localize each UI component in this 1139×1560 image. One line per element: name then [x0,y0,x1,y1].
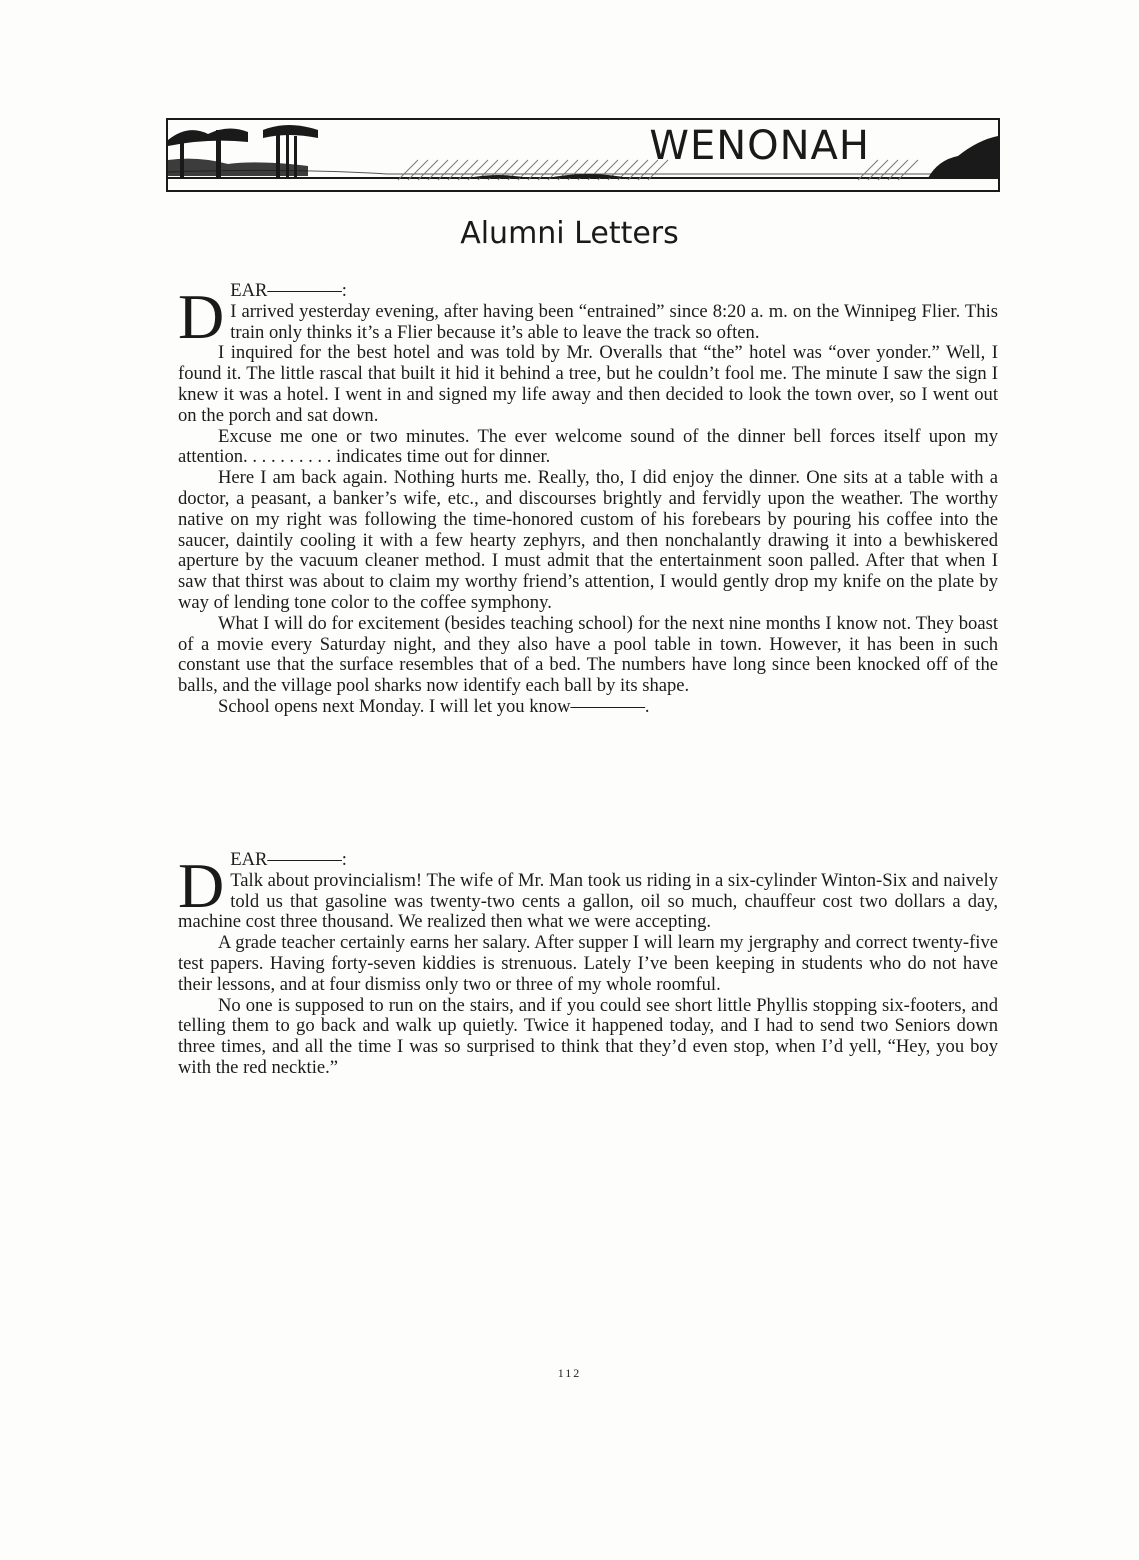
paragraph: School opens next Monday. I will let you know————. [218,695,650,717]
salutation: EAR————: [230,849,347,870]
paragraph: Here I am back again. Nothing hurts me. Really, tho, I did enjoy the dinner. One sits at a table with a doctor, a peasant, a banker’s wife, etc., and discourses brightly and fervidly upon the weather. The worthy native on my right was following the time-honored custom of his forebears by pouring his coffee into the saucer, daintily cooling it with a few hearty zephyrs, and then nonchalantly drawing it into a bewhiskered aperture by the vacuum cleaner method. I must admit that the entertainment soon palled. After that when I saw that thirst was about to claim my worthy friend’s attention, I would gently drop my knife on the plate by way of lending tone color to the coffee symphony. [178,467,998,613]
header-banner [166,118,1000,192]
landscape-illustration [168,120,998,190]
paragraph: I inquired for the best hotel and was told by Mr. Overalls that “the” hotel was “over yonder.” Well, I found it. The little rascal that built it hid it behind a tree, but he couldn’t fool me. The minute I saw the sign I knew it was a hotel. I went in and signed my life away and then decided to look the town over, so I went out on the porch and sat down. [178,342,998,426]
drop-cap: D [178,850,225,921]
paragraph: What I will do for excitement (besides teaching school) for the next nine months I know not. They boast of a movie every Saturday night, and they also have a pool table in town. However, it has been in such constant use that the surface resembles that of a bed. The numbers have long since been knocked off of the balls, and the village pool sharks now identify each ball by its shape. [178,612,998,697]
page-title: Alumni Letters [460,216,679,251]
drop-cap: D [178,281,225,352]
paragraph: A grade teacher certainly earns her salary. After supper I will learn my jergraphy and correct twenty-five test papers. Having forty-seven kiddies is strenuous. Lately I’ve been keeping in students who do not have their lessons, and at four dismiss only two or three of my whole roomful. [178,932,998,995]
salutation: EAR————: [230,280,347,301]
paragraph: Excuse me one or two minutes. The ever welcome sound of the dinner bell forces itself upon my attention. . . . . . . . . . indicates time out for dinner. [178,425,998,468]
page-number: 112 [557,1366,582,1380]
paragraph: No one is supposed to run on the stairs, and if you could see short little Phyllis stopping six-footers, and telling them to go back and walk up quietly. Twice it happened today, and I had to send two Seniors down three times, and all the time I was so surprised to think that they’d even stop, when I’d yell, “Hey, you boy with the red necktie.” [178,994,998,1078]
masthead-title: WENONAH [649,123,870,169]
paragraph: I arrived yesterday evening, after having been “entrained” since 8:20 a. m. on the Winnipeg Flier. This train only thinks it’s a Flier because it’s able to leave the track so often. [230,300,998,343]
letter-2 [178,850,998,1079]
letter-1 [178,281,998,718]
paragraph: Talk about provincialism! The wife of Mr. Man took us riding in a six-cylinder Winton-Six and naively told us that gasoline was twenty-two cents a gallon, oil so much, chauffeur cost two dollars a day, machine cost three thousand. We realized then what we were accepting. [178,869,998,933]
